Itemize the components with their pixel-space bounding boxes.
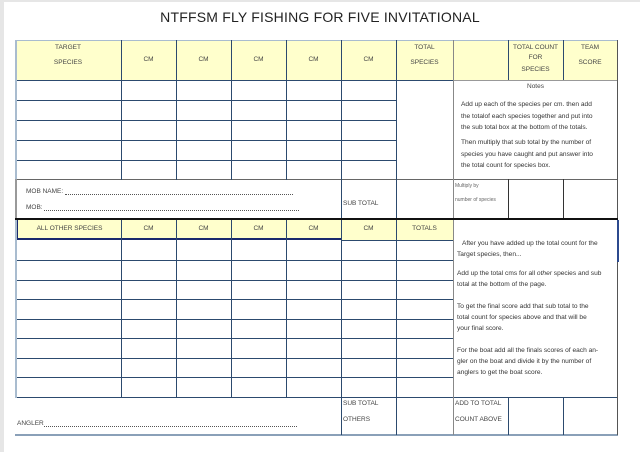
grid-line	[15, 319, 453, 320]
instructions-paragraph-4	[457, 343, 598, 381]
header-cm-1: CM	[121, 40, 176, 80]
header-text: SPECIES	[53, 59, 83, 66]
team-score-input[interactable]	[564, 181, 617, 218]
grid-line	[453, 220, 454, 435]
angler-label: ANGLER	[17, 420, 44, 427]
grid-line	[15, 80, 453, 81]
header-cm-3: CM	[231, 40, 286, 80]
notes-line: the sub total box at the bottom of the totals.	[461, 124, 588, 131]
grid-line	[121, 220, 122, 398]
header-text: TOTAL	[414, 44, 435, 51]
instructions-emphasis: other	[536, 270, 552, 277]
mob-name-label: MOB NAME:	[26, 188, 64, 195]
notes-line: the total count for species box.	[461, 162, 551, 169]
instructions-line: your final score.	[457, 325, 504, 332]
notes-line: Then multiply that sub total by the number of	[461, 139, 592, 146]
header-team-score	[563, 40, 617, 80]
notes-paragraph-2	[461, 135, 593, 174]
grid-line	[231, 40, 232, 180]
instructions-line: To get the final score add that sub total to the	[457, 303, 589, 310]
grid-line	[286, 40, 287, 180]
grid-line	[15, 220, 17, 398]
instructions-paragraph-3	[457, 299, 589, 337]
header-blank	[453, 40, 508, 80]
total-count-for-species-input[interactable]	[509, 181, 563, 218]
grid-line	[15, 179, 618, 180]
instructions-paragraph-1	[457, 236, 598, 263]
mob-dotted-line[interactable]	[44, 203, 299, 211]
angler-dotted-line[interactable]	[44, 419, 297, 427]
instructions-line: total at the bottom of the page.	[457, 281, 547, 288]
grid-line	[15, 358, 453, 359]
header-totals: TOTALS	[396, 220, 453, 240]
add-to-total-line2: COUNT ABOVE	[455, 416, 502, 423]
header-text: TOTAL COUNT	[512, 44, 559, 51]
mob-field[interactable]	[26, 203, 299, 211]
instructions-line: gler on the boat and divide it by the number of	[457, 358, 592, 365]
grid-line	[15, 338, 453, 339]
instructions-line: For the boat add all the finals scores of each an-	[457, 347, 599, 354]
add-to-total-line1: ADD TO TOTAL	[455, 400, 502, 407]
grid-line	[286, 220, 287, 398]
sub-total-others-line1: SUB TOTAL	[343, 400, 379, 407]
instructions-line: Target species, then...	[457, 251, 522, 258]
mob-name-field[interactable]	[26, 187, 293, 195]
grid-line	[176, 220, 177, 398]
header-target-species	[15, 40, 121, 80]
multiply-label-line2: number of species	[455, 197, 496, 203]
header-text: TARGET	[55, 44, 81, 51]
grid-line	[15, 280, 453, 281]
instructions-paragraph-2	[457, 266, 601, 293]
grid-line	[15, 260, 453, 261]
header-cm-3: CM	[231, 220, 286, 240]
header-total-count-for-species	[508, 40, 563, 80]
header-all-other-species: ALL OTHER SPECIES	[16, 220, 121, 240]
header-cm-1: CM	[121, 220, 176, 240]
multiply-label-line1: Multiply by	[455, 183, 479, 189]
grid-line	[617, 40, 618, 220]
sub-total-others-input[interactable]	[397, 398, 453, 434]
grid-line	[15, 299, 453, 300]
notes-paragraph-1	[461, 97, 593, 136]
header-cm-2: CM	[176, 220, 231, 240]
grid-line	[341, 240, 453, 241]
grid-line	[121, 40, 122, 180]
notes-line: the totalof each species together and put into	[461, 112, 593, 120]
boat-score-input[interactable]	[564, 398, 617, 434]
header-text: SCORE	[578, 59, 602, 66]
instructions-line: anglers to get the boat score.	[457, 369, 543, 376]
header-cm-5: CM	[341, 40, 396, 80]
grid-line	[563, 40, 564, 80]
grid-line	[176, 40, 177, 180]
header-cm-4: CM	[286, 40, 341, 80]
header-cm-5: CM	[341, 220, 396, 240]
grid-line	[15, 40, 618, 41]
instructions-text: Add up the total cms for all	[457, 270, 537, 277]
mob-name-dotted-line[interactable]	[65, 187, 293, 195]
grid-line	[453, 40, 454, 219]
page-edge-top	[0, 0, 640, 2]
page-title: NTFFSM FLY FISHING FOR FIVE INVITATIONAL	[160, 9, 480, 25]
header-cm-4: CM	[286, 220, 341, 240]
grid-line	[341, 40, 342, 219]
grid-line	[453, 80, 618, 81]
header-text: FOR	[528, 54, 543, 61]
header-text: TEAM	[580, 44, 600, 51]
grid-line	[617, 220, 619, 262]
grid-line	[15, 160, 396, 161]
grid-line	[15, 100, 396, 101]
grid-line	[508, 40, 509, 80]
sub-total-others-line2: OTHERS	[343, 416, 371, 423]
notes-line: Add up each of the species per cm. then add	[461, 101, 592, 108]
header-text: SPECIES	[521, 66, 550, 73]
header-cm-2: CM	[176, 40, 231, 80]
grid-line	[15, 140, 396, 141]
grid-line	[15, 179, 17, 220]
sub-total-label: SUB TOTAL	[343, 200, 379, 207]
instructions-line: total count for species above and that will be	[457, 314, 587, 321]
grid-line	[15, 120, 396, 121]
angler-field[interactable]	[17, 419, 297, 427]
mob-label: MOB:	[26, 204, 43, 211]
final-score-input[interactable]	[509, 398, 563, 434]
grid-line	[15, 40, 17, 180]
sub-total-input[interactable]	[397, 181, 453, 218]
notes-line: species you have caught and put answer into	[461, 150, 593, 158]
notes-heading: Notes	[527, 83, 544, 90]
grid-line	[15, 434, 618, 436]
header-total-species	[396, 40, 453, 80]
grid-line	[341, 220, 342, 435]
grid-line	[15, 377, 453, 378]
header-text: SPECIES	[410, 59, 439, 66]
grid-line	[231, 220, 232, 398]
page-edge-left	[0, 0, 4, 452]
instructions-line: After you have added up the total count for the	[462, 240, 598, 247]
instructions-text: species and sub	[551, 270, 602, 277]
